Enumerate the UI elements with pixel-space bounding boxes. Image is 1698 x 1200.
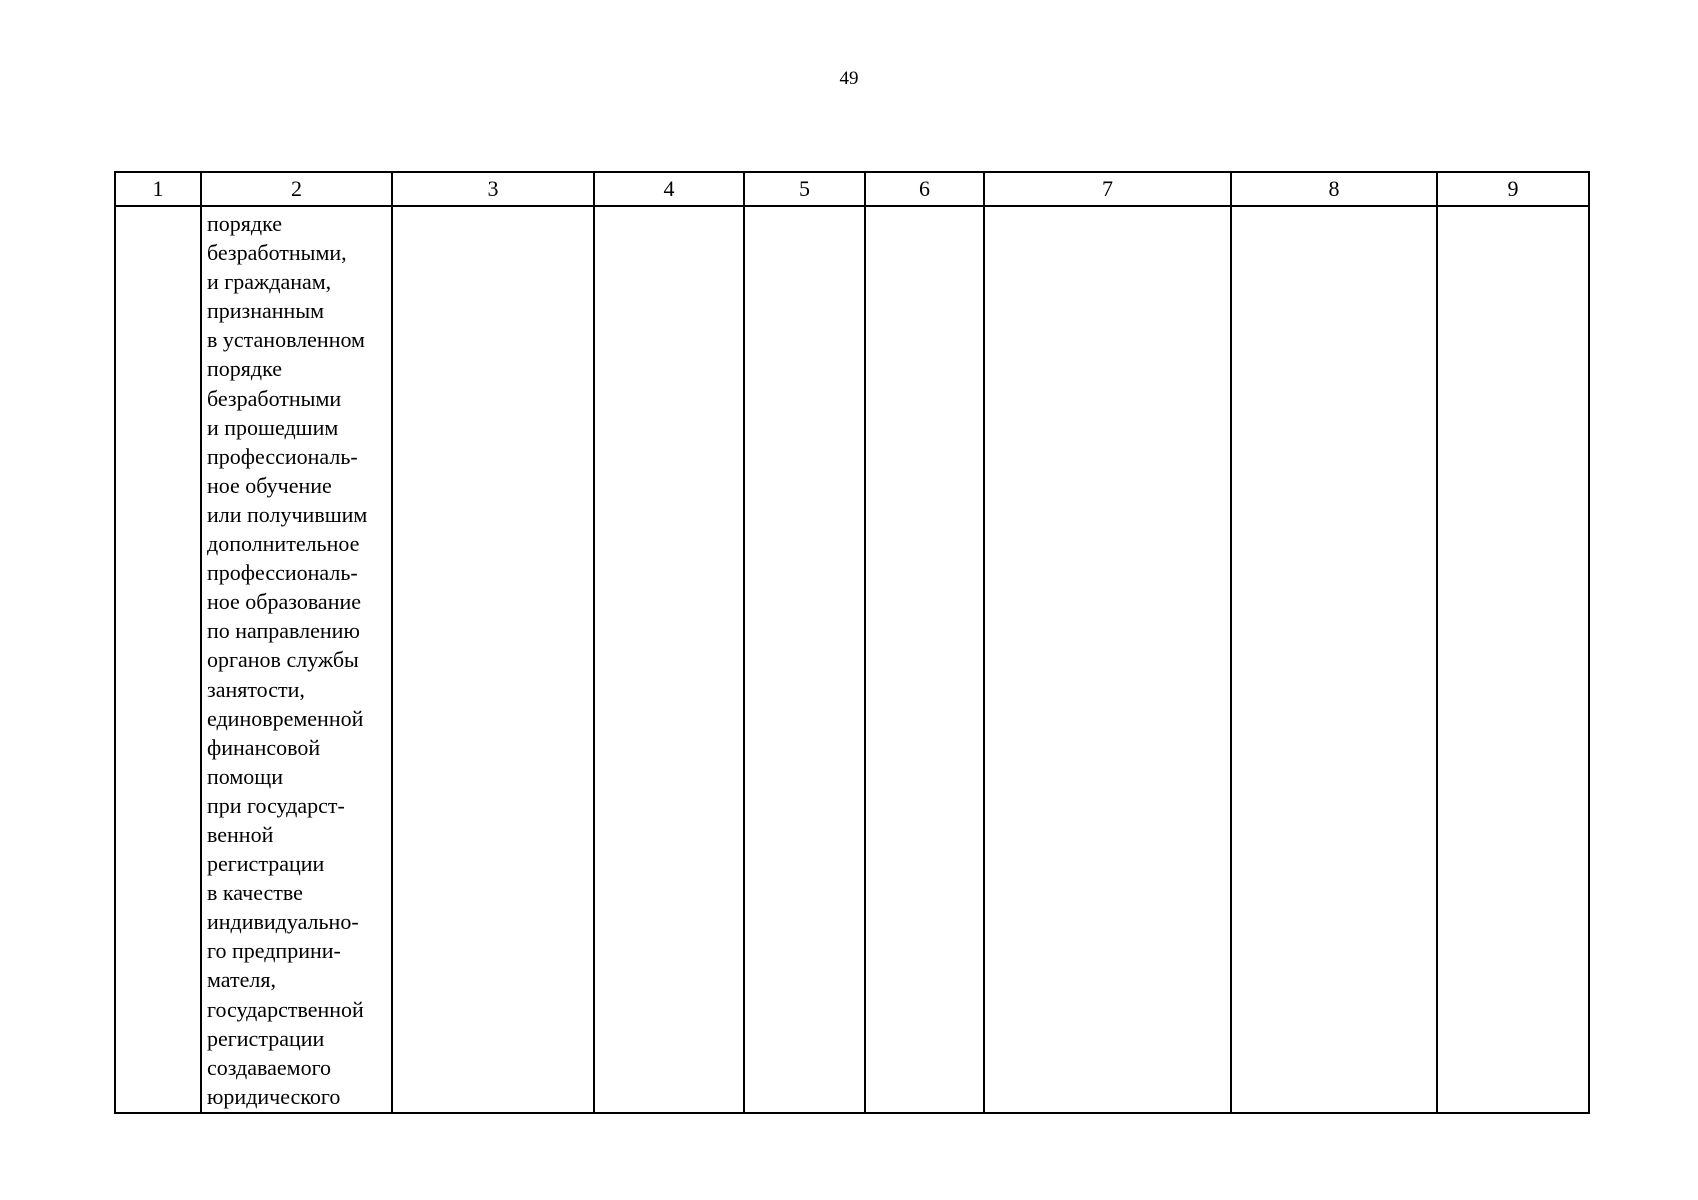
- header-row: [115, 172, 1589, 206]
- table-cell-col1: [115, 206, 201, 1113]
- cell-text-line: индивидуально-: [207, 909, 359, 935]
- cell-text-line: регистрации: [207, 851, 325, 877]
- cell-text-line: профессиональ-: [207, 443, 358, 469]
- cell-text-line: мателя,: [207, 967, 276, 993]
- cell-text-line: и прошедшим: [207, 414, 339, 440]
- cell-text-line: безработными,: [207, 240, 347, 266]
- cell-text-line: признанным: [207, 298, 325, 324]
- cell-text-line: при государст-: [207, 792, 345, 818]
- cell-text-line: в установленном: [207, 327, 365, 353]
- cell-text-line: государственной: [207, 996, 364, 1022]
- cell-text-line: порядке: [207, 211, 282, 236]
- cell-text-line: или получившим: [207, 501, 368, 527]
- cell-text-line: порядке: [207, 356, 282, 382]
- column-header-7: 7: [984, 172, 1231, 206]
- column-header-6: 6: [865, 172, 984, 206]
- cell-text-line: ное образование: [207, 589, 361, 615]
- page-number: 49: [839, 68, 859, 89]
- table-cell-col7: [984, 206, 1231, 1113]
- table-cell-col4: [594, 206, 744, 1113]
- table-cell-col5: [744, 206, 865, 1113]
- table-cell-col6: [865, 206, 984, 1113]
- cell-text-line: создаваемого: [207, 1054, 332, 1080]
- cell-text-line: помощи: [207, 763, 283, 789]
- cell-text-line: и гражданам,: [207, 269, 332, 295]
- table-row: [115, 206, 1589, 1113]
- cell-text-line: финансовой: [207, 734, 321, 760]
- cell-text-col2: [202, 207, 391, 1111]
- cell-text-line: по направлению: [207, 618, 360, 644]
- table-cell-col9: [1437, 206, 1589, 1113]
- cell-text-line: в качестве: [207, 880, 303, 906]
- column-header-5: 5: [744, 172, 865, 206]
- table-cell-col3: [392, 206, 594, 1113]
- column-header-9: 9: [1437, 172, 1589, 206]
- cell-text-line: регистрации: [207, 1025, 325, 1051]
- cell-text-line: венной: [207, 821, 274, 847]
- cell-text-line: органов службы: [207, 647, 359, 673]
- data-table: [114, 171, 1590, 1114]
- cell-text-line: юридического: [207, 1083, 341, 1109]
- table-cell-col8: [1231, 206, 1437, 1113]
- column-header-8: 8: [1231, 172, 1437, 206]
- cell-text-line: профессиональ-: [207, 560, 358, 586]
- cell-text-line: единовременной: [207, 705, 364, 731]
- cell-text-line: занятости,: [207, 676, 305, 702]
- cell-text-line: ное обучение: [207, 472, 332, 498]
- column-header-1: 1: [115, 172, 201, 206]
- cell-text-line: го предприни-: [207, 938, 341, 964]
- column-header-4: 4: [594, 172, 744, 206]
- cell-text-line: безработными: [207, 385, 342, 411]
- column-header-2: 2: [201, 172, 392, 206]
- cell-text-line: дополнительное: [207, 531, 360, 557]
- column-header-3: 3: [392, 172, 594, 206]
- table-cell-col2: [201, 206, 392, 1113]
